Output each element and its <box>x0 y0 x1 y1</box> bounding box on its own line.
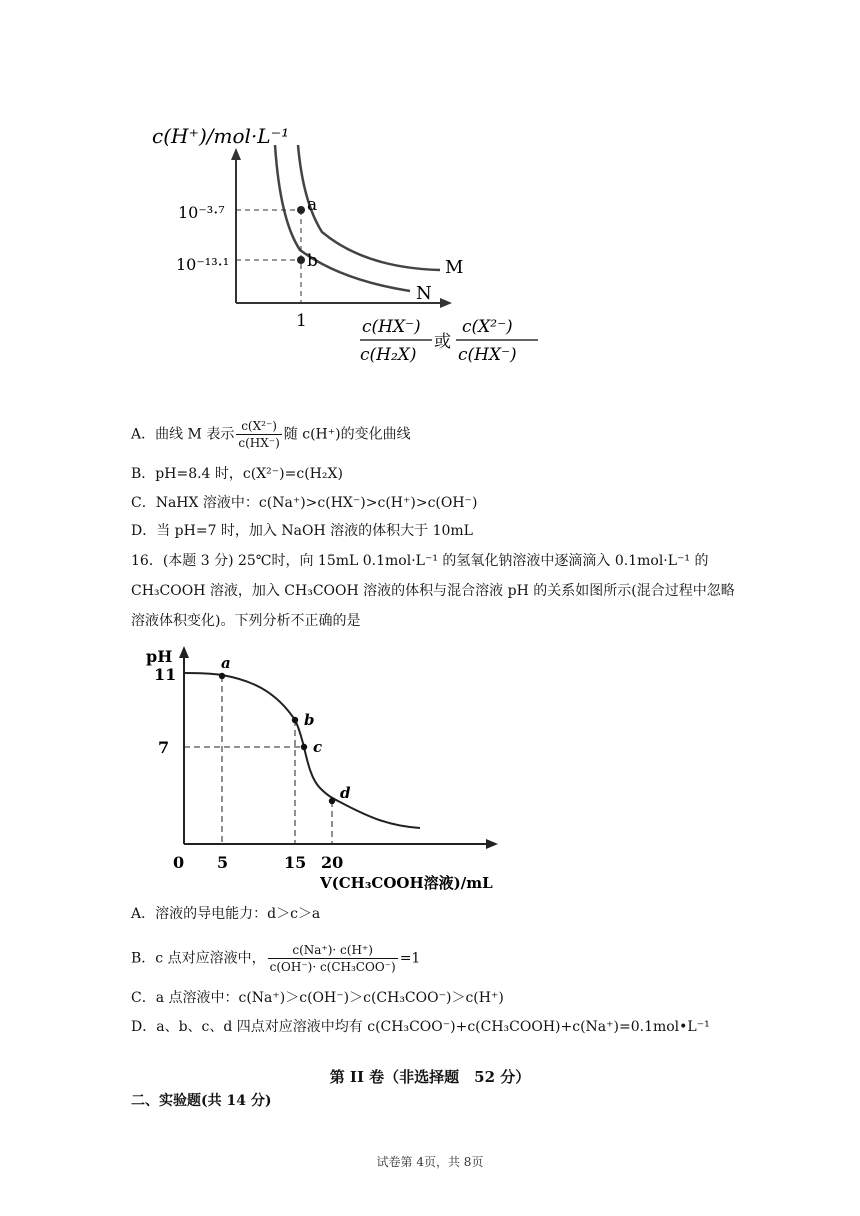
fig2-xtick-15: 15 <box>284 853 307 872</box>
fig1-label-a: a <box>307 195 318 215</box>
fig1-xlabel-frac1-den: c(H₂X) <box>360 345 417 365</box>
fig1-curve-m <box>298 145 440 270</box>
fig1-xlabel-frac2-num: c(X²⁻) <box>462 317 513 337</box>
fig1-ytick-b: 10⁻¹³·¹ <box>176 255 230 274</box>
fig2-curve <box>184 673 420 828</box>
q15-option-a-den: c(HX⁻) <box>238 436 280 450</box>
fig2-point-d <box>329 798 335 804</box>
fig2-xtick-0: 0 <box>173 853 185 872</box>
q15-option-a-suffix: 随 c(H⁺)的变化曲线 <box>283 426 411 443</box>
q16-option-b-den: c(OH⁻)· c(CH₃COO⁻) <box>269 960 396 974</box>
page-footer: 试卷第 4页，共 8页 <box>376 1155 484 1169</box>
q16-option-b <box>131 942 420 975</box>
fig2-label-a: a <box>221 654 231 672</box>
section-heading: 二、实验题(共 14 分) <box>131 1093 272 1109</box>
fig2-y-label: pH <box>146 647 173 666</box>
fig1-point-b <box>297 256 305 264</box>
fig2-label-c: c <box>313 738 323 756</box>
fig2-xtick-5: 5 <box>217 853 229 872</box>
q16-option-b-suffix: =1 <box>399 950 421 967</box>
fig2-ytick-11: 11 <box>154 665 177 684</box>
q15-option-a-fraction <box>236 418 281 451</box>
q16-option-b-fraction <box>268 942 398 975</box>
fig1-y-arrow <box>231 148 241 160</box>
q15-option-d: D．当 pH=7 时，加入 NaOH 溶液的体积大于 10mL <box>131 523 473 539</box>
q15-option-b: B．pH=8.4 时，c(X²⁻)=c(H₂X) <box>131 466 343 482</box>
figure-1-ph-curves <box>140 110 560 385</box>
fig2-xtick-20: 20 <box>321 853 344 872</box>
q16-option-a: A．溶液的导电能力：d＞c＞a <box>131 906 321 922</box>
fig2-label-d: d <box>340 784 351 802</box>
fig1-xlabel-or: 或 <box>434 332 451 352</box>
q16-stem: 16．(本题 3 分) 25℃时，向 15mL 0.1mol·L⁻¹ 的氢氧化钠溶液中逐滴滴入 0.1mol·L⁻¹ 的 CH₃COOH 溶液，加入 CH₃COOH 溶液的体积与混合溶液 pH 的关系如图所示(混合过程中忽略溶液体积变化)。下列分析不正确的是 <box>131 553 735 629</box>
fig2-point-a <box>219 673 225 679</box>
q15-option-c: C．NaHX 溶液中：c(Na⁺)>c(HX⁻)>c(H⁺)>c(OH⁻) <box>131 495 478 511</box>
q15-option-a <box>131 418 411 451</box>
fig1-x-arrow <box>440 298 452 308</box>
q16-option-d: D．a、b、c、d 四点对应溶液中均有 c(CH₃COO⁻)+c(CH₃COOH)+c(Na⁺)=0.1mol•L⁻¹ <box>131 1019 710 1035</box>
fig1-label-b: b <box>307 251 318 271</box>
fig1-point-a <box>297 206 305 214</box>
figure-2-titration-curve <box>140 640 520 890</box>
fig1-xlabel-frac1-num: c(HX⁻) <box>362 317 421 337</box>
fig1-xtick-1: 1 <box>296 311 307 331</box>
fig2-ytick-7: 7 <box>158 738 170 757</box>
section-title: 第 II 卷（非选择题 52 分） <box>329 1068 531 1086</box>
q15-option-a-num: c(X²⁻) <box>236 418 281 435</box>
q16-option-b-prefix: B．c 点对应溶液中， <box>131 950 266 967</box>
q16-option-b-num: c(Na⁺)· c(H⁺) <box>268 942 398 959</box>
q16-option-c: C．a 点溶液中：c(Na⁺)＞c(OH⁻)＞c(CH₃COO⁻)＞c(H⁺) <box>131 990 504 1006</box>
fig1-curve-n <box>275 145 410 291</box>
fig1-y-axis-label: c(H⁺)/mol·L⁻¹ <box>152 124 290 148</box>
fig1-curve-m-label: M <box>445 257 464 278</box>
fig1-xlabel-frac2-den: c(HX⁻) <box>458 345 517 365</box>
fig1-curve-n-label: N <box>416 283 432 304</box>
fig2-label-b: b <box>304 711 315 729</box>
fig2-point-c <box>301 744 307 750</box>
q15-option-a-prefix: A．曲线 M 表示 <box>131 426 235 443</box>
fig2-x-label: V(CH₃COOH溶液)/mL <box>320 874 493 890</box>
fig1-ytick-a: 10⁻³·⁷ <box>178 203 225 222</box>
fig2-point-b <box>292 717 298 723</box>
